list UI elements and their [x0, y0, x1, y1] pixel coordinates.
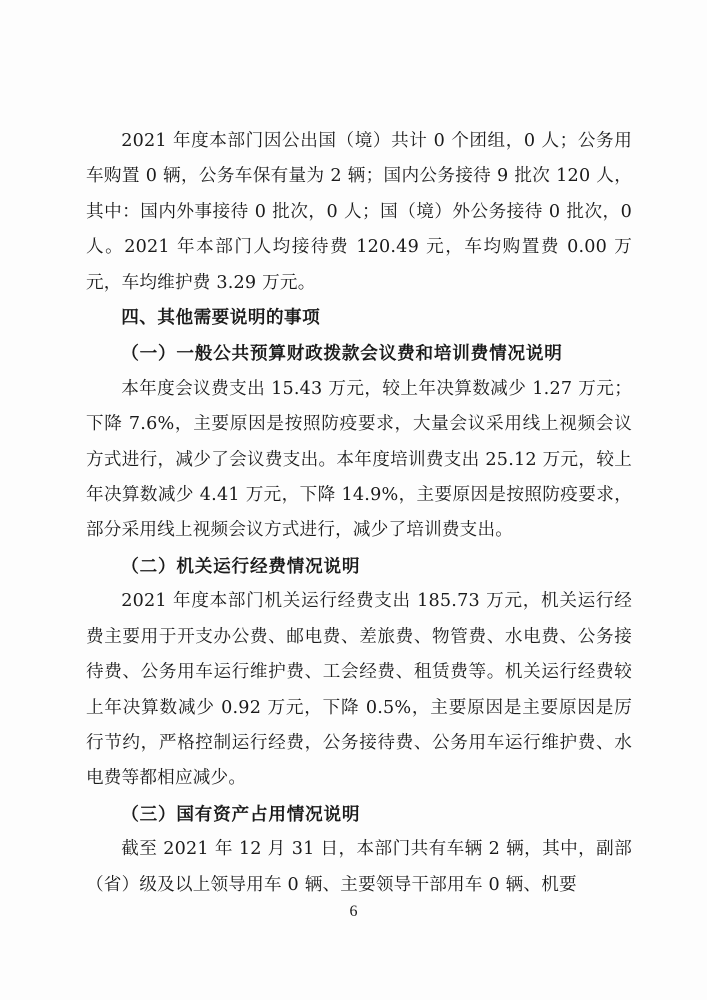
subsection-heading-operating-expenses: （二）机关运行经费情况说明 — [121, 555, 361, 577]
document-body — [86, 124, 632, 903]
section-heading-other-matters: 四、其他需要说明的事项 — [121, 308, 321, 329]
subsection-heading-state-assets: （三）国有资产占用情况说明 — [121, 803, 361, 825]
subsection-heading-meeting-training-fees: （一）一般公共预算财政拨款会议费和培训费情况说明 — [121, 343, 563, 365]
paragraph-state-assets: 截至 2021 年 12 月 31 日，本部门共有车辆 2 辆，其中，副部（省）级及以上领导用车 0 辆、主要领导干部用车 0 辆、机要 — [86, 839, 632, 895]
paragraph-operating-expenses: 2021 年度本部门机关运行经费支出 185.73 万元，机关运行经费主要用于开支办公费、邮电费、差旅费、物管费、水电费、公务接待费、公务用车运行维护费、工会经费、租赁费等。机关运行经费较上年决算数减少 0.92 万元，下降 0.5%，主要原因是主要原因是厉行节约，严格控制运行经费，公务接待费、公务用车运行维护费、水电费等都相应减少。 — [86, 591, 632, 789]
page-number: 6 — [349, 903, 358, 920]
paragraph-meeting-training-fees: 本年度会议费支出 15.43 万元，较上年决算数减少 1.27 万元；下降 7.6%，主要原因是按照防疫要求，大量会议采用线上视频会议方式进行，减少了会议费支出。本年度培训费支出 25.12 万元，较上年决算数减少 4.41 万元，下降 14.9%，主要原因是按照防疫要求，部分采用线上视频会议方式进行，减少了培训费支出。 — [86, 378, 632, 541]
paragraph-official-trips-and-reception: 2021 年度本部门因公出国（境）共计 0 个团组，0 人；公务用车购置 0 辆，公务车保有量为 2 辆；国内公务接待 9 批次 120 人，其中：国内外事接待 0 批次，0 人；国（境）外公务接待 0 批次，0 人。2021 年本部门人均接待费 120.49 元，车均购置费 0.00 万元，车均维护费 3.29 万元。 — [86, 131, 632, 293]
